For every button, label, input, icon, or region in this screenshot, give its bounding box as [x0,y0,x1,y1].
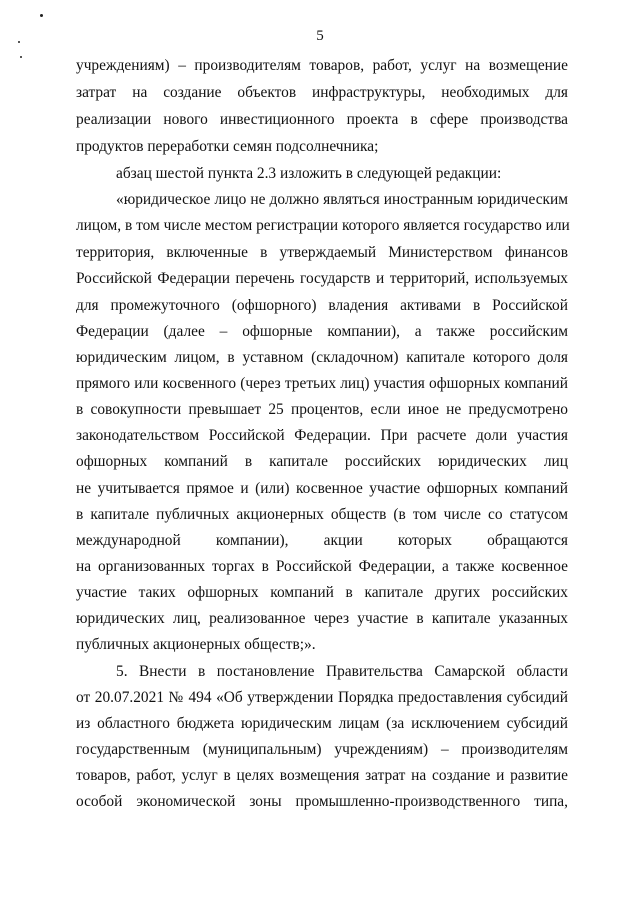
text-line: публичных акционерных обществ;». [76,636,316,653]
text-line: юридическим лицом, в уставном (складочном) капитале которого доля [76,349,568,366]
text-line: в капитале публичных акционерных обществ (в том числе со статусом [76,506,568,523]
text-line: для промежуточного (офшорного) владения активами в Российской [76,297,568,314]
text-line: международной компании), акции которых обращаются [76,532,568,549]
text-line: абзац шестой пункта 2.3 изложить в следующей редакции: [116,165,502,182]
text-line: территория, включенные в утверждаемый Министерством финансов [76,244,568,261]
text-line: товаров, работ, услуг в целях возмещения затрат на создание и развитие [76,767,568,784]
scan-speck [20,56,22,58]
text-line: продуктов переработки семян подсолнечника; [76,138,379,155]
scan-speck [40,14,43,17]
page-number: 5 [316,28,324,44]
text-line: в совокупности превышает 25 процентов, если иное не предусмотрено [76,401,568,418]
text-line: учреждениям) – производителям товаров, работ, услуг на возмещение [76,57,568,74]
text-line: реализации нового инвестиционного проекта в сфере производства [76,111,568,128]
text-line: юридических лиц, реализованное через участие в капитале указанных [76,610,568,627]
text-line: затрат на создание объектов инфраструктуры, необходимых для [76,84,568,101]
text-line: государственным (муниципальным) учреждениям) – производителям [76,741,568,758]
text-line: офшорных компаний в капитале российских юридических лиц [76,453,568,470]
text-line: 5. Внести в постановление Правительства Самарской области [116,663,568,680]
text-line: не учитывается прямое и (или) косвенное участие офшорных компаний [76,480,568,497]
text-line: на организованных торгах в Российской Федерации, а также косвенное [76,558,568,575]
text-line: из областного бюджета юридическим лицам (за исключением субсидий [76,715,568,732]
text-line: Российской Федерации перечень государств и территорий, используемых [76,270,568,287]
text-line: «юридическое лицо не должно являться иностранным юридическим [116,191,568,208]
text-line: от 20.07.2021 № 494 «Об утверждении Порядка предоставления субсидий [76,689,568,706]
text-line: участие таких офшорных компаний в капитале других российских [76,584,568,601]
text-line: лицом, в том числе местом регистрации которого является государство или [76,217,570,234]
text-line: прямого или косвенного (через третьих лиц) участия офшорных компаний [76,375,568,392]
text-line: особой экономической зоны промышленно-производственного типа, [76,793,568,810]
text-line: Федерации (далее – офшорные компании), а также российским [76,323,568,340]
text-line: законодательством Российской Федерации. При расчете доли участия [76,427,568,444]
